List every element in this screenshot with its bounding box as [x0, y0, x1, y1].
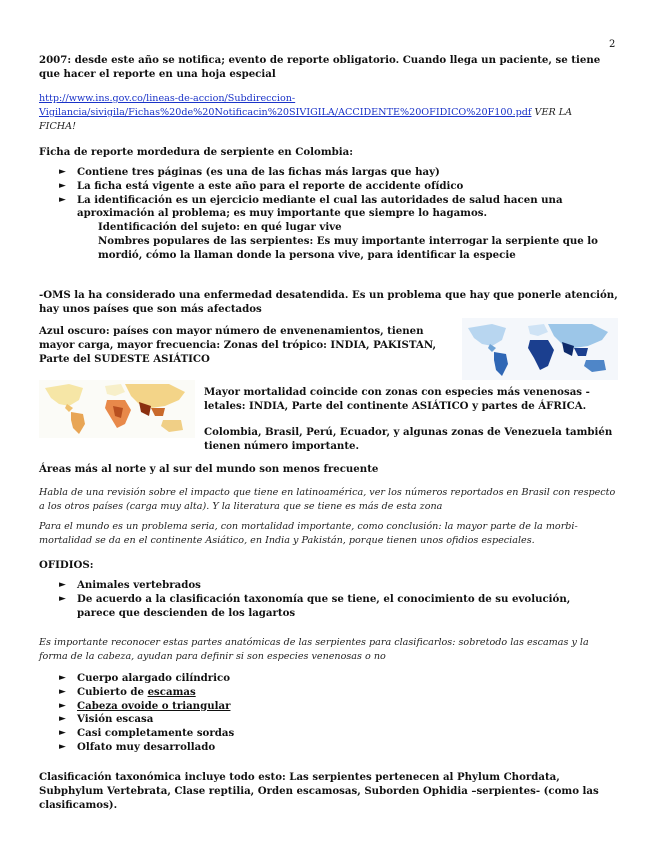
ficha-sub-item: Identificación del sujeto: en qué lugar vive	[98, 221, 342, 234]
list-item: ► Casi completamente sordas	[59, 727, 235, 740]
ficha-url-line1[interactable]: http://www.ins.gov.co/lineas-de-accion/Subdireccion-	[39, 93, 296, 104]
page-number: 2	[609, 39, 616, 50]
clasificacion-paragraph: Clasificación taxonómica incluye todo esto: Las serpientes pertenecen al Phylum Chordata, Subphylum Vertebrata, Clase reptilia, Orden escamosas, Suborden Ophidia –serpientes- (como las clasificamos).	[39, 771, 599, 811]
list-item: ► La identificación es un ejercicio mediante el cual las autoridades de salud hacen una aproximación al problema; es muy importante que siempre lo hagamos.	[59, 193, 563, 220]
world-map-blue-svg	[462, 318, 618, 380]
features-list-block	[39, 672, 599, 755]
list-item: ► Cubierto de escamas	[59, 685, 196, 698]
list-item: ► Cuerpo alargado cilíndrico	[59, 672, 231, 684]
areas-paragraph: Áreas más al norte y al sur del mundo son menos frecuente	[39, 463, 379, 475]
list-item: ► Contiene tres páginas (es una de las fichas más largas que hay)	[59, 166, 440, 178]
revision-paragraph: Habla de una revisión sobre el impacto que tiene en latinoamérica, ver los números reportados en Brasil con respecto a los otros países (carga muy alta). Y la literatura que se tiene es más de esta zona	[39, 487, 616, 512]
features-bullet-list	[39, 672, 599, 755]
mortalidad-paragraph: Mayor mortalidad coincide con zonas con especies más venenosas - letales: INDIA, Parte del continente ASIÁTICO y partes de ÁFRICA.	[204, 386, 590, 412]
ficha-note-line2: FICHA!	[39, 121, 76, 132]
bullet-arrow-icon: ►	[59, 741, 66, 752]
ficha-note-line1: VER LA	[534, 107, 573, 118]
list-item: ► Animales vertebrados	[59, 579, 201, 591]
mundo-paragraph: Para el mundo es un problema seria, con mortalidad importante, como conclusión: la mayor parte de la morbi-mortalidad se da en el continente Asiático, en India y Pakistán, porque tienen unos ofidios especiales.	[39, 521, 578, 546]
bullet-arrow-icon: ►	[59, 167, 66, 177]
list-item: ► La ficha está vigente a este año para el reporte de accidente ofídico	[59, 179, 464, 192]
azul-paragraph: Azul oscuro: países con mayor número de envenenamientos, tienen mayor carga, mayor frecuencia: Zonas del trópico: INDIA, PAKISTAN, Parte del SUDESTE ASIÁTICO	[39, 325, 437, 365]
importante-paragraph: Es importante reconocer estas partes anatómicas de las serpientes para clasificarlos: sobretodo las escamas y la forma de la cabeza, ayudan para definir si son especies venenosas o no	[39, 637, 589, 662]
list-item: ► De acuerdo a la clasificación taxonomía que se tiene, el conocimiento de su evolución, parece que descienden de los lagartos	[59, 592, 571, 619]
ofidios-bullet-list	[39, 579, 579, 620]
list-item: ► Visión escasa	[59, 713, 154, 726]
ofidios-list-block	[39, 579, 579, 620]
bullet-arrow-icon: ►	[59, 194, 66, 205]
ficha-heading: Ficha de reporte mordedura de serpiente en Colombia:	[39, 146, 353, 158]
bullet-arrow-icon: ►	[59, 673, 66, 683]
world-map-orange-svg	[39, 380, 195, 438]
ficha-url-line2[interactable]: Vigilancia/sivigila/Fichas%20de%20Notificacin%20SIVIGILA/ACCIDENTE%20OFIDICO%20F100.pdf	[39, 107, 532, 118]
bullet-arrow-icon: ►	[59, 580, 66, 590]
list-item: ► Olfato muy desarrollado	[59, 740, 216, 753]
colombia-paragraph: Colombia, Brasil, Perú, Ecuador, y algunas zonas de Venezuela también tienen número importante.	[204, 426, 613, 452]
bullet-arrow-icon: ►	[59, 728, 66, 739]
oms-paragraph: -OMS la ha considerado una enfermedad desatendida. Es un problema que hay que ponerle atención, hay unos países que son más afectados	[39, 289, 618, 315]
world-map-orange	[39, 380, 195, 438]
ofidios-heading: OFIDIOS:	[39, 559, 94, 571]
world-map-blue	[462, 318, 618, 380]
bullet-arrow-icon: ►	[59, 686, 66, 697]
ficha-bullet-list	[39, 166, 619, 221]
bullet-arrow-icon: ►	[59, 180, 66, 191]
list-item: ► Cabeza ovoide o triangular	[59, 699, 231, 712]
ficha-link-block	[39, 92, 619, 134]
ficha-list-block	[39, 166, 619, 263]
bullet-arrow-icon: ►	[59, 714, 66, 725]
bullet-arrow-icon: ►	[59, 700, 66, 711]
bullet-arrow-icon: ►	[59, 593, 66, 604]
ficha-sub-item: Nombres populares de las serpientes: Es muy importante interrogar la serpiente que lo mordió, cómo la llaman donde la persona vive, para identificar la especie	[98, 234, 598, 261]
intro-paragraph: 2007: desde este año se notifica; evento de reporte obligatorio. Cuando llega un paciente, se tiene que hacer el reporte en una hoja especial	[39, 54, 601, 80]
